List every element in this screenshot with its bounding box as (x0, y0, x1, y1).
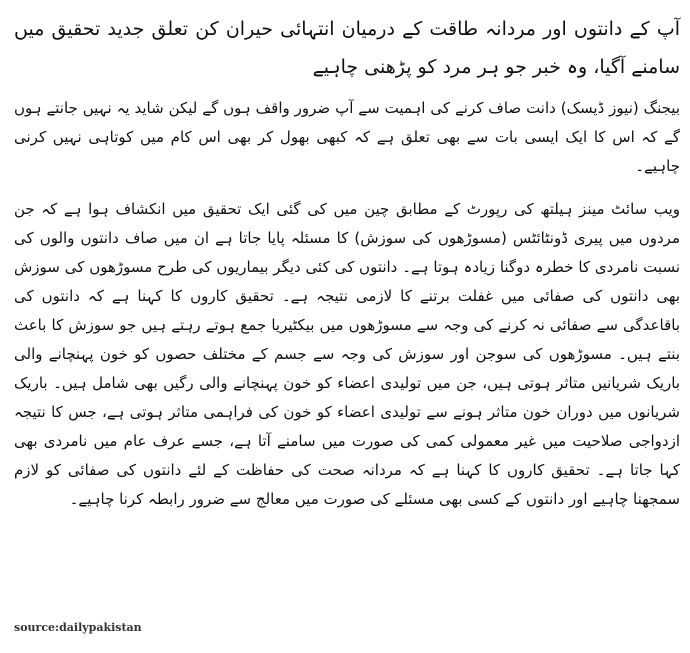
article-intro-paragraph: بیجنگ (نیوز ڈیسک) دانت صاف کرنے کی اہمیت سے آپ ضرور واقف ہوں گے لیکن شاید یہ نہیں جانتے ہوں گے کہ اس کا ایک ایسی بات سے بھی تعلق ہے کہ کبھی بھول کر بھی اس کام میں کوتاہی نہیں کرنی چاہیے۔ (14, 99, 680, 175)
article-body-paragraph: ویب سائٹ مینز ہیلتھ کی رپورٹ کے مطابق چین میں کی گئی ایک تحقیق میں انکشاف ہوا ہے کہ جن مردوں میں پیری ڈونٹائٹس (مسوڑھوں کی سوزش) کا مسئلہ پایا جاتا ہے ان میں صاف دانتوں والوں کی نسبت نامردی کا خطرہ دوگنا زیادہ ہوتا ہے۔ دانتوں کی کئی دیگر بیماریوں کی طرح مسوڑھوں کی سوزش بھی دانتوں کی صفائی میں غفلت برتنے کا لازمی نتیجہ ہے۔ تحقیق کاروں کا کہنا ہے کہ دانتوں کی باقاعدگی سے صفائی نہ کرنے کی وجہ سے مسوڑھوں میں بیکٹیریا جمع ہوتے رہتے ہیں جو سوزش کا باعث بنتے ہیں۔ مسوڑھوں کی سوجن اور سوزش کی وجہ سے جسم کے مختلف حصوں کو خون پہنچانے والی باریک شریانیں متاثر ہوتی ہیں، جن میں تولیدی اعضاء کو خون پہنچانے والی رگیں بھی شامل ہیں۔ باریک شریانوں میں دوران خون متاثر ہونے سے تولیدی اعضاء کو خون کی فراہمی متاثر ہوتی ہے، جس کا نتیجہ ازدواجی صلاحیت میں غیر معمولی کمی کی صورت میں سامنے آتا ہے، جسے عرف عام میں نامردی بھی کہا جاتا ہے۔ تحقیق کاروں کا کہنا ہے کہ مردانہ صحت کی حفاظت کے لئے دانتوں کی صفائی کو لازم سمجھنا چاہیے اور دانتوں کے کسی بھی مسئلے کی صورت میں معالج سے ضرور رابطہ کرنا چاہیے۔ (14, 200, 680, 508)
article-headline: آپ کے دانتوں اور مردانہ طاقت کے درمیان انتہائی حیران کن تعلق جدید تحقیق میں سامنے آگیا، وہ خبر جو ہر مرد کو پڑھنی چاہیے (14, 18, 680, 78)
news-article (14, 10, 680, 640)
article-source-credit: source:dailypakistan (14, 621, 142, 634)
